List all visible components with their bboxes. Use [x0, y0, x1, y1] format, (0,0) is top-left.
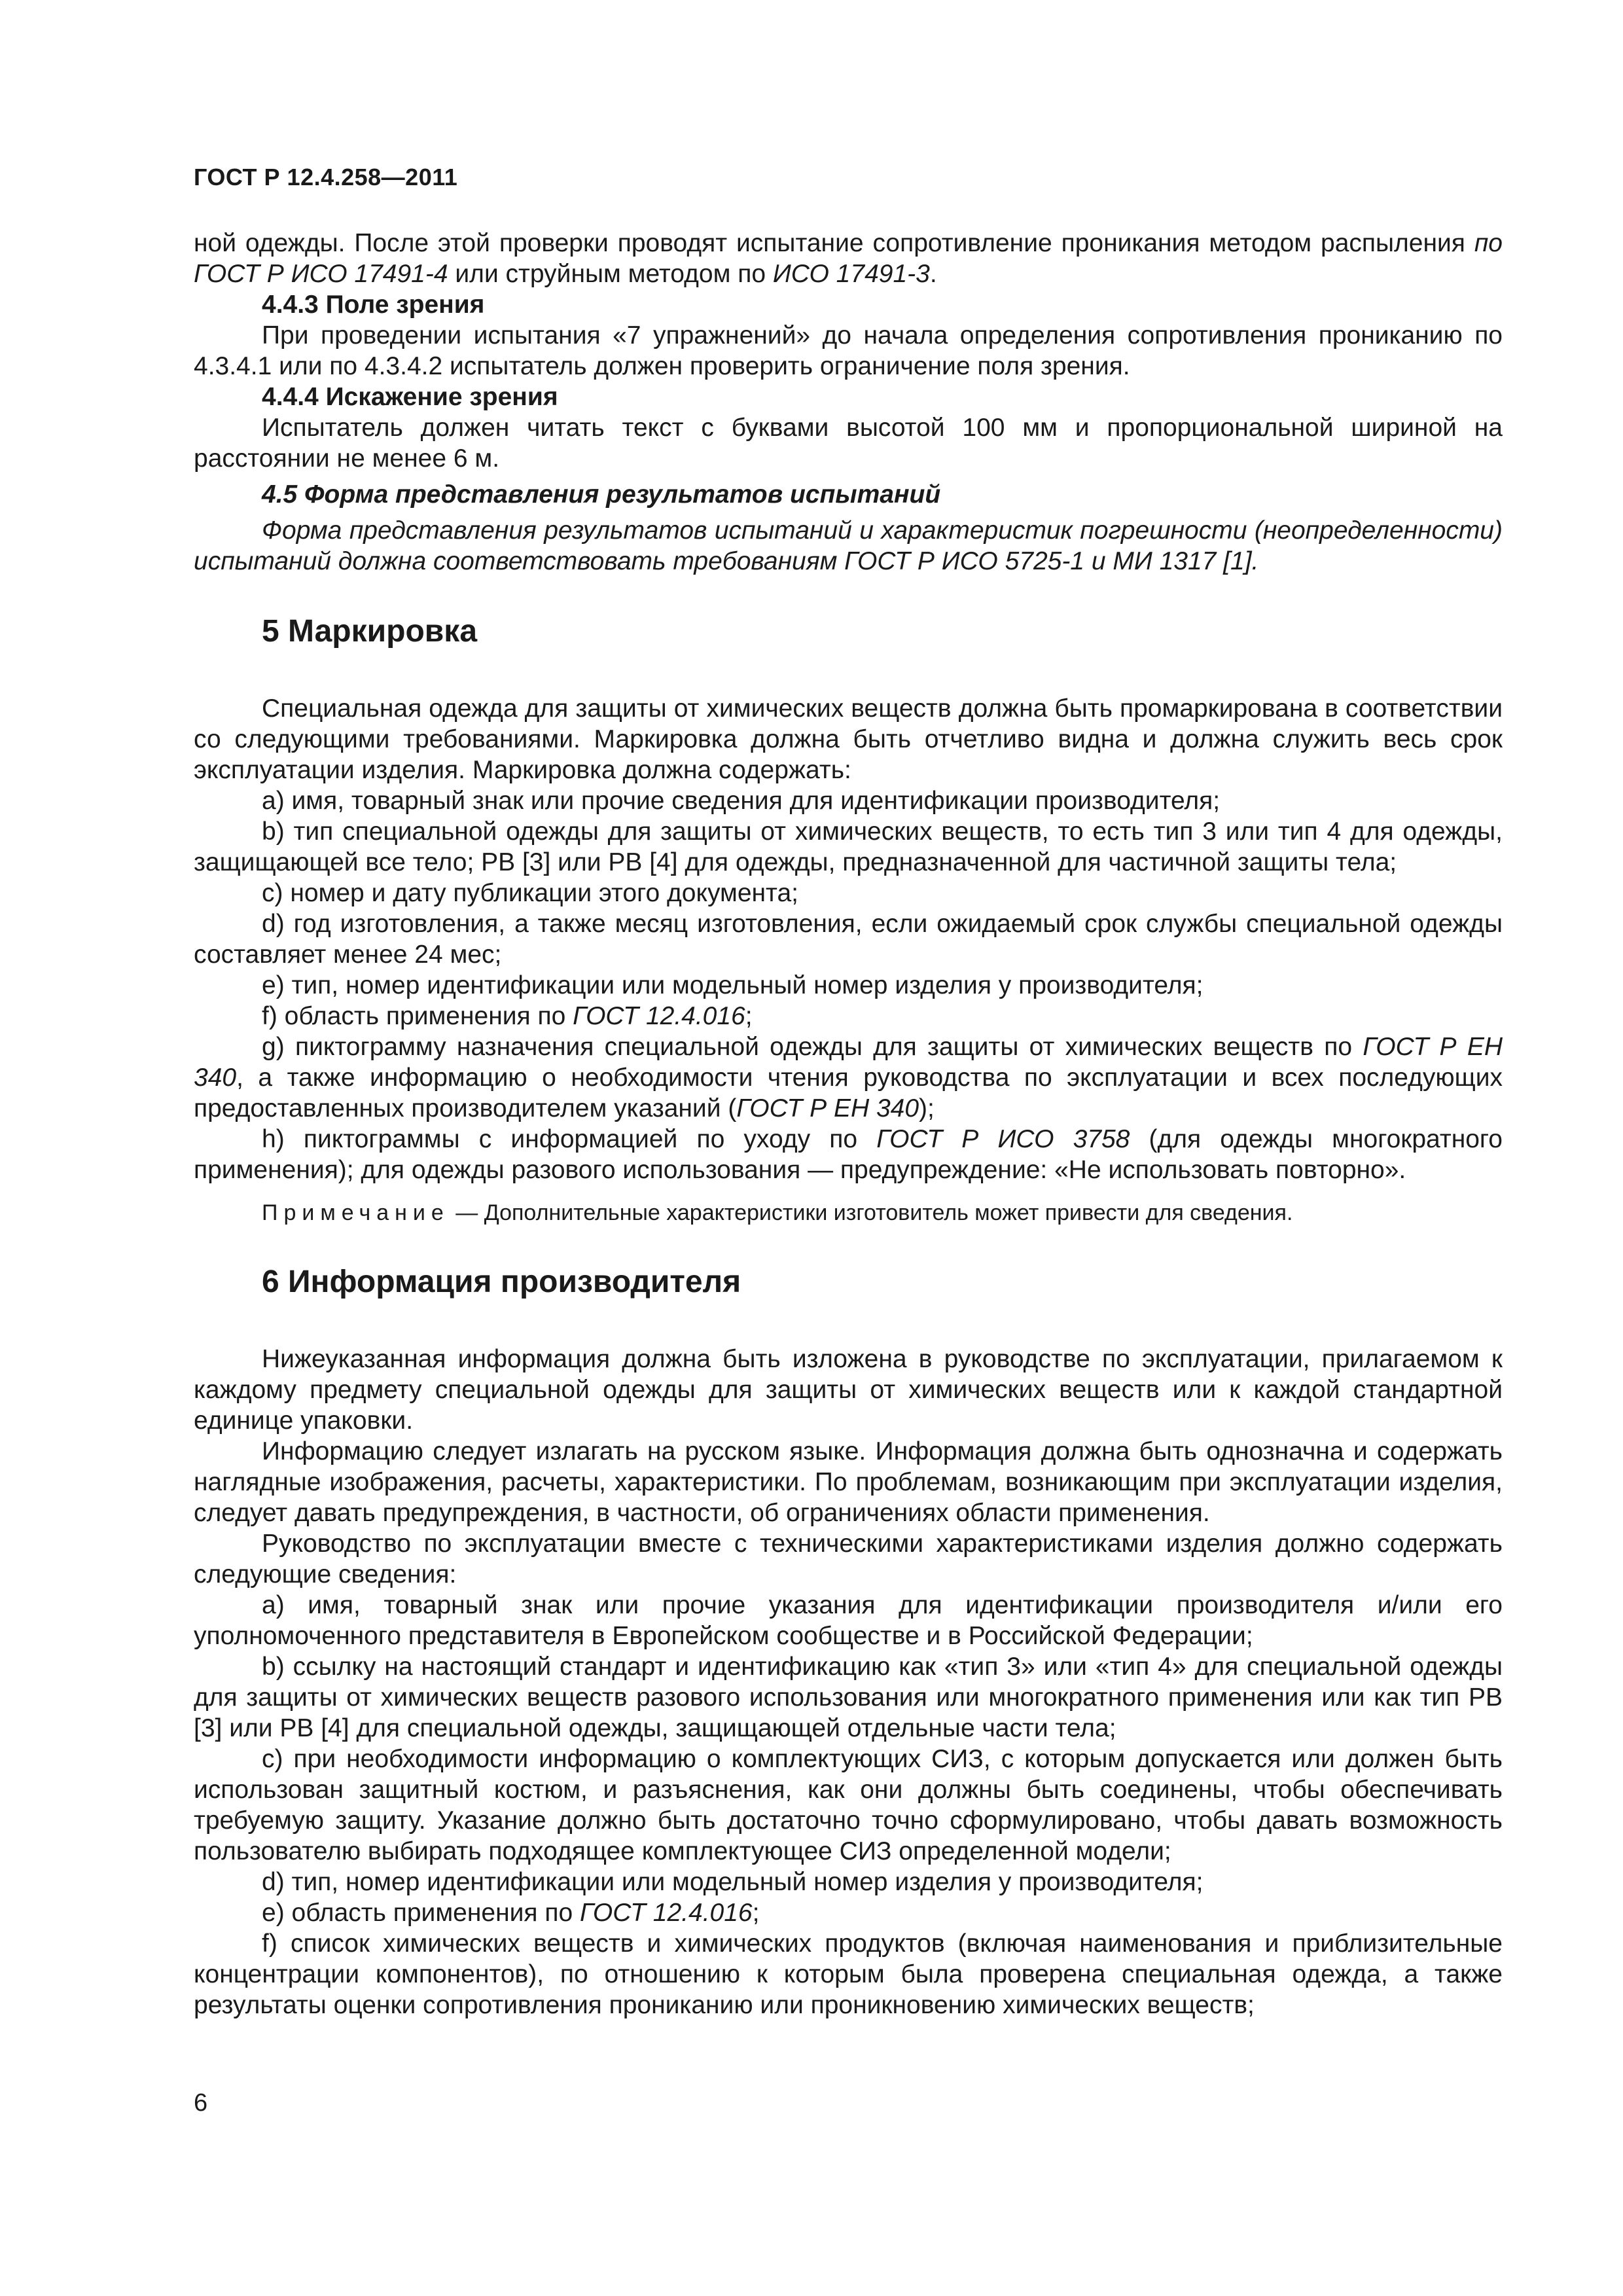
list-item: f) список химических веществ и химических продуктов (включая наименования и приблизительные концентрации компонентов), по отношению к которым была проверена специальная одежда, а также результаты оценки сопротивления прониканию или проникновению химических веществ;	[194, 1929, 1503, 2019]
list-item: b) ссылку на настоящий стандарт и идентификацию как «тип 3» или «тип 4» для специальной одежды для защиты от химических веществ разового использования или многократного применения или как тип PB [3] или PB [4] для специальной одежды, защищающей отдельные части тела;	[194, 1653, 1503, 1742]
standard-reference: ГОСТ Р ИСО 3758	[876, 1125, 1130, 1153]
list-item: c) при необходимости информацию о комплектующих СИЗ, с которым допускается или должен быть использован защитный костюм, и разъяснения, как они должны быть соединены, чтобы обеспечивать требуемую защиту. Указание должно быть достаточно точно сформулировано, чтобы давать возможность пользователю выбирать подходящее комплектующее СИЗ определенной модели;	[194, 1745, 1503, 1865]
clause-4-4-2-continuation: ной одежды. После этой проверки проводят испытание сопротивление проникания методом распыления по ГОСТ Р ИСО 17491-4 или струйным методом по ИСО 17491-3.	[194, 229, 1503, 288]
standard-reference: ГОСТ 12.4.016	[580, 1899, 753, 1927]
clause-4-4-4-heading: 4.4.4 Искажение зрения	[262, 383, 558, 411]
section-6-paragraph: Нижеуказанная информация должна быть изложена в руководстве по эксплуатации, прилагаемом к каждому предмету специальной одежды для защиты от химических веществ или к каждой стандартной единице упаковки.	[194, 1345, 1503, 1435]
clause-4-5-heading: 4.5 Форма представления результатов испытаний	[262, 480, 941, 509]
list-item: d) тип, номер идентификации или модельный номер изделия у производителя;	[262, 1868, 1204, 1896]
list-item: f) область применения по ГОСТ 12.4.016;	[262, 1002, 753, 1030]
clause-4-4-4-text: Испытатель должен читать текст с буквами высотой 100 мм и пропорциональной шириной на расстоянии не менее 6 м.	[194, 414, 1503, 473]
page-number: 6	[194, 2089, 208, 2117]
document-code-header: ГОСТ Р 12.4.258—2011	[194, 164, 458, 190]
note-label: Примечание	[262, 1200, 450, 1225]
list-item: e) область применения по ГОСТ 12.4.016;	[262, 1899, 760, 1927]
section-5-title: 5 Маркировка	[262, 614, 478, 649]
section-5-intro: Специальная одежда для защиты от химических веществ должна быть промаркирована в соответствии со следующими требованиями. Маркировка должна быть отчетливо видна и должна служить весь срок эксплуатации изделия. Маркировка должна содержать:	[194, 694, 1503, 784]
note-text: — Дополнительные характеристики изготовитель может привести для сведения.	[449, 1200, 1293, 1225]
section-6-paragraph: Руководство по эксплуатации вместе с техническими характеристиками изделия должно содержать следующие сведения:	[194, 1530, 1503, 1588]
list-item: g) пиктограмму назначения специальной одежды для защиты от химических веществ по ГОСТ Р ЕН 340, а также информацию о необходимости чтения руководства по эксплуатации и всех последующих предоставленных производителем указаний (ГОСТ Р ЕН 340);	[194, 1033, 1503, 1122]
standard-reference: ИСО 17491-3	[772, 260, 930, 288]
list-item: h) пиктограммы с информацией по уходу по ГОСТ Р ИСО 3758 (для одежды многократного применения); для одежды разового использования — предупреждение: «Не использовать повторно».	[194, 1125, 1503, 1184]
clause-4-5-text: Форма представления результатов испытаний и характеристик погрешности (неопределенности) испытаний должна соответствовать требованиям ГОСТ Р ИСО 5725-1 и МИ 1317 [1].	[194, 516, 1503, 575]
section-6-title: 6 Информация производителя	[262, 1265, 741, 1299]
clause-4-4-3-heading: 4.4.3 Поле зрения	[262, 291, 485, 319]
section-6-paragraph: Информацию следует излагать на русском языке. Информация должна быть однозначна и содержать наглядные изображения, расчеты, характеристики. По проблемам, возникающим при эксплуатации изделия, следует давать предупреждения, в частности, об ограничениях области применения.	[194, 1437, 1503, 1527]
page-body	[194, 228, 1503, 2020]
list-item: d) год изготовления, а также месяц изготовления, если ожидаемый срок службы специальной одежды составляет менее 24 мес;	[194, 910, 1503, 969]
clause-4-4-3-text: При проведении испытания «7 упражнений» до начала определения сопротивления прониканию по 4.3.4.1 или по 4.3.4.2 испытатель должен проверить ограничение поля зрения.	[194, 321, 1503, 380]
list-item: a) имя, товарный знак или прочие сведения для идентификации производителя;	[262, 787, 1221, 815]
list-item: a) имя, товарный знак или прочие указания для идентификации производителя и/или его уполномоченного представителя в Европейском сообществе и в Российской Федерации;	[194, 1591, 1503, 1650]
list-item: c) номер и дату публикации этого документа;	[262, 879, 799, 907]
note	[194, 1198, 1503, 1227]
standard-reference: ГОСТ Р ЕН 340	[194, 1033, 1503, 1092]
list-item: b) тип специальной одежды для защиты от химических веществ, то есть тип 3 или тип 4 для одежды, защищающей все тело; PB [3] или PB [4] для одежды, предназначенной для частичной защиты тела;	[194, 817, 1503, 876]
list-item: e) тип, номер идентификации или модельный номер изделия у производителя;	[262, 971, 1204, 999]
standard-reference: ГОСТ Р ЕН 340	[736, 1094, 919, 1122]
standard-reference: ГОСТ 12.4.016	[573, 1002, 745, 1030]
standard-reference: по ГОСТ Р ИСО 17491-4	[194, 229, 1503, 288]
